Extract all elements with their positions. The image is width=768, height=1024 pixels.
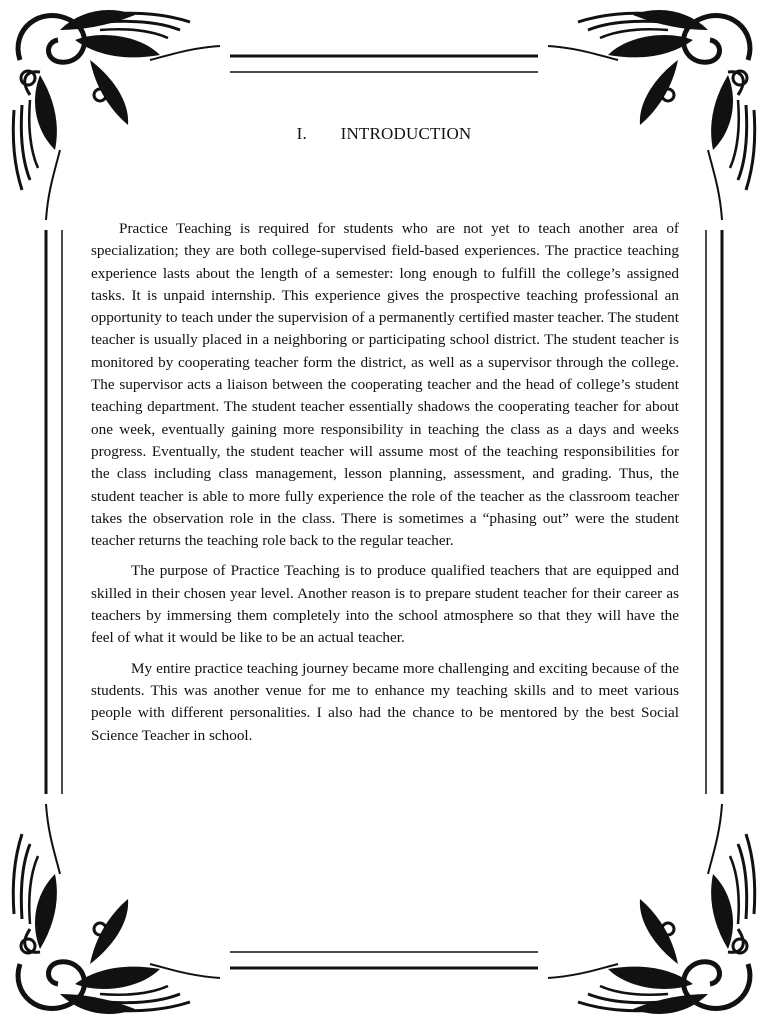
section-heading xyxy=(0,124,768,144)
section-title: INTRODUCTION xyxy=(340,124,472,143)
paragraph: My entire practice teaching journey became more challenging and exciting because of the students. This was another venue for me to enhance my teaching skills and to meet various people with different personalities. I also had the chance to be mentored by the best Social Science Teacher in school. xyxy=(91,659,679,744)
paragraph: Practice Teaching is required for students who are not yet to teach another area of specialization; they are both college-supervised field-based experiences. The practice teaching experience lasts about the length of a semester: long enough to fulfill the college’s assigned tasks. It is unpaid internship. This experience gives the prospective teaching professional an opportunity to teach under the supervision of a permanently certified master teacher. The student teacher is usually placed in a neighboring or participating school district. The student teacher is monitored by cooperating teacher form the district, as well as a supervisor through the college. The supervisor acts a liaison between the cooperating teacher and the head of college’s student teaching department. The student teacher essentially shadows the cooperating teacher for about one week, eventually gaining more responsibility in teaching the class as a days and weeks progress. Eventually, the student teacher will assume most of the teaching responsibilities for the class including class management, lesson planning, assessment, and grading. Thus, the student teacher is able to more fully experience the role of the teacher as the classroom teacher takes the observation role in the class. There is sometimes a “phasing out” were the student teacher returns the teaching role back to the regular teacher. xyxy=(91,220,679,550)
section-number: I. xyxy=(296,124,307,143)
paragraph: The purpose of Practice Teaching is to produce qualified teachers that are equipped and skilled in their chosen year level. Another reason is to prepare student teacher for their career as teachers by immersing them completely into the school atmosphere so that they will have the feel of what it would be like to be an actual teacher. xyxy=(91,562,679,647)
body-text xyxy=(91,218,679,755)
